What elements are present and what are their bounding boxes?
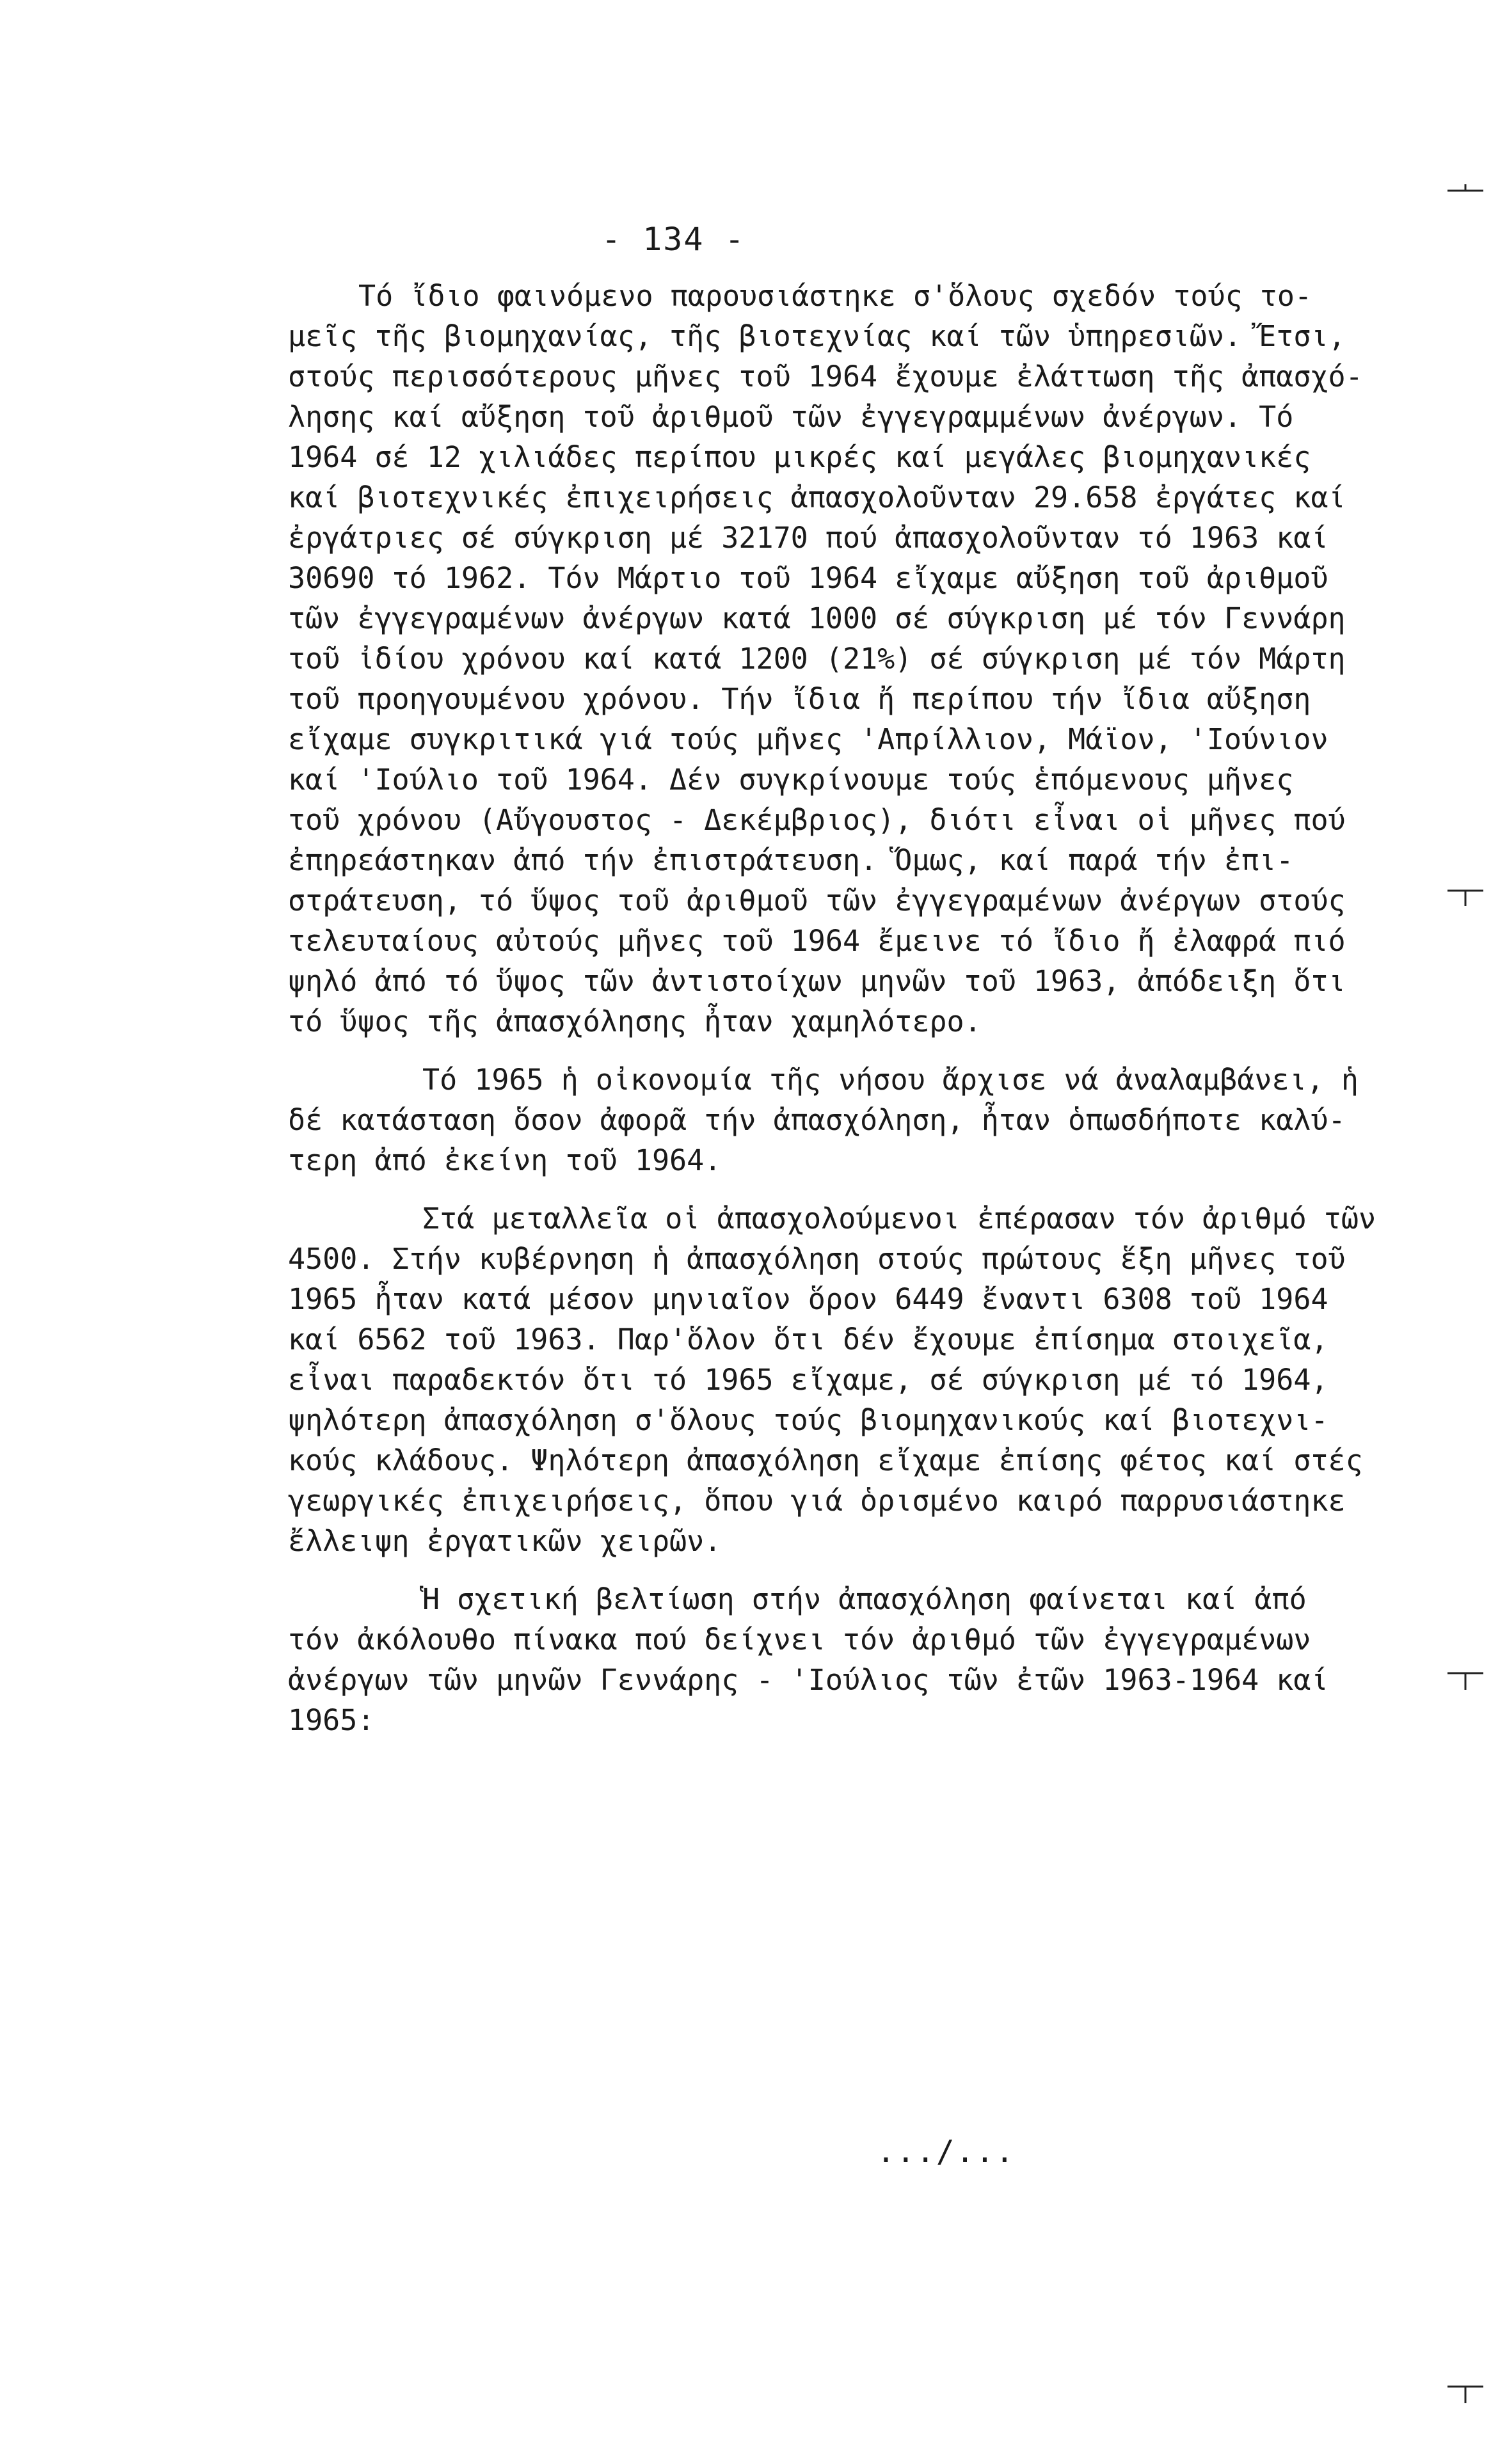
text-line: στούς περισσότερους μῆνες τοῦ 1964 ἔχουμε ἐλάττωση τῆς ἀπασχό-	[288, 360, 1363, 393]
text-line: 1965:	[288, 1703, 375, 1737]
registration-mark-icon	[1446, 2380, 1485, 2406]
text-line: ἀνέργων τῶν μηνῶν Γεννάρης - 'Ιούλιος τῶν ἐτῶν 1963-1964 καί	[288, 1663, 1328, 1697]
text-line: εἴχαμε συγκριτικά γιά τούς μῆνες 'Απρίλλιον, Μάϊον, 'Ιούνιον	[288, 722, 1328, 756]
text-line: τερη ἀπό ἐκείνη τοῦ 1964.	[288, 1143, 722, 1177]
continuation-mark: .../...	[877, 2134, 1016, 2170]
text-line: Τό ἴδιο φαινόμενο παρουσιάστηκε σ'ὅλους σχεδόν τούς το-	[358, 279, 1312, 313]
text-line: καί βιοτεχνικές ἐπιχειρήσεις ἀπασχολοῦνταν 29.658 ἐργάτες καί	[288, 481, 1346, 514]
text-line: 1964 σέ 12 χιλιάδες περίπου μικρές καί μεγάλες βιομηχανικές	[288, 440, 1311, 474]
text-line: τοῦ χρόνου (Αὔγουστος - Δεκέμβριος), διότι εἶναι οἱ μῆνες πού	[288, 803, 1346, 837]
text-line: τοῦ ἰδίου χρόνου καί κατά 1200 (21%) σέ σύγκριση μέ τόν Μάρτη	[288, 642, 1346, 676]
text-line: 4500. Στήν κυβέρνηση ἡ ἀπασχόληση στούς πρώτους ἕξη μῆνες τοῦ	[288, 1242, 1346, 1276]
text-line: ψηλό ἀπό τό ὕψος τῶν ἀντιστοίχων μηνῶν τοῦ 1963, ἀπόδειξη ὅτι	[288, 964, 1346, 998]
text-line: καί 'Ιούλιο τοῦ 1964. Δέν συγκρίνουμε τούς ἑπόμενους μῆνες	[288, 763, 1294, 797]
text-line: λησης καί αὔξηση τοῦ ἀριθμοῦ τῶν ἐγγεγραμμένων ἀνέργων. Τό	[288, 400, 1294, 434]
text-line: ἔλλειψη ἐργατικῶν χειρῶν.	[288, 1524, 722, 1558]
text-line: στράτευση, τό ὕψος τοῦ ἀριθμοῦ τῶν ἐγγεγραμένων ἀνέργων στούς	[288, 884, 1346, 918]
registration-mark-icon	[1446, 179, 1485, 198]
text-line: καί 6562 τοῦ 1963. Παρ'ὅλον ὅτι δέν ἔχουμε ἐπίσημα στοιχεῖα,	[288, 1323, 1328, 1356]
text-line: τῶν ἐγγεγραμένων ἀνέργων κατά 1000 σέ σύγκριση μέ τόν Γεννάρη	[288, 601, 1346, 635]
text-line: 30690 τό 1962. Τόν Μάρτιο τοῦ 1964 εἴχαμε αὔξηση τοῦ ἀριθμοῦ	[288, 561, 1328, 595]
text-line: δέ κατάσταση ὅσον ἀφορᾶ τήν ἀπασχόληση, ἦταν ὁπωσδήποτε καλύ-	[288, 1103, 1346, 1137]
registration-mark-icon	[1446, 883, 1485, 909]
page-number: - 134 -	[602, 221, 746, 258]
text-line: τοῦ προηγουμένου χρόνου. Τήν ἴδια ἤ περίπου τήν ἴδια αὔξηση	[288, 682, 1311, 716]
text-line: Στά μεταλλεῖα οἱ ἀπασχολούμενοι ἐπέρασαν τόν ἀριθμό τῶν	[422, 1202, 1376, 1236]
text-line: κούς κλάδους. Ψηλότερη ἀπασχόληση εἴχαμε ἐπίσης φέτος καί στές	[288, 1443, 1363, 1477]
text-line: τό ὕψος τῆς ἀπασχόλησης ἦταν χαμηλότερο.	[288, 1005, 982, 1038]
text-line: 1965 ἦταν κατά μέσον μηνιαῖον ὅρον 6449 ἔναντι 6308 τοῦ 1964	[288, 1282, 1328, 1316]
text-line: Ἡ σχετική βελτίωση στήν ἀπασχόληση φαίνεται καί ἀπό	[422, 1582, 1307, 1616]
text-line: τελευταίους αὐτούς μῆνες τοῦ 1964 ἔμεινε τό ἴδιο ἤ ἐλαφρά πιό	[288, 924, 1346, 958]
text-line: εἶναι παραδεκτόν ὅτι τό 1965 εἴχαμε, σέ σύγκριση μέ τό 1964,	[288, 1363, 1328, 1397]
text-line: Τό 1965 ἡ οἰκονομία τῆς νήσου ἄρχισε νά ἀναλαμβάνει, ἡ	[422, 1063, 1359, 1097]
text-line: ἐργάτριες σέ σύγκριση μέ 32170 πού ἀπασχολοῦνταν τό 1963 καί	[288, 521, 1328, 555]
text-line: τόν ἀκόλουθο πίνακα πού δείχνει τόν ἀριθμό τῶν ἐγγεγραμένων	[288, 1623, 1311, 1657]
registration-mark-icon	[1446, 1667, 1485, 1692]
text-line: μεῖς τῆς βιομηχανίας, τῆς βιοτεχνίας καί τῶν ὑπηρεσιῶν. Ἔτσι,	[288, 319, 1346, 353]
text-line: ἐπηρεάστηκαν ἀπό τήν ἐπιστράτευση. Ὅμως, καί παρά τήν ἐπι-	[288, 843, 1294, 877]
text-line: ψηλότερη ἀπασχόληση σ'ὅλους τούς βιομηχανικούς καί βιοτεχνι-	[288, 1403, 1328, 1437]
text-line: γεωργικές ἐπιχειρήσεις, ὅπου γιά ὁρισμένο καιρό παρρυσιάστηκε	[288, 1484, 1346, 1518]
